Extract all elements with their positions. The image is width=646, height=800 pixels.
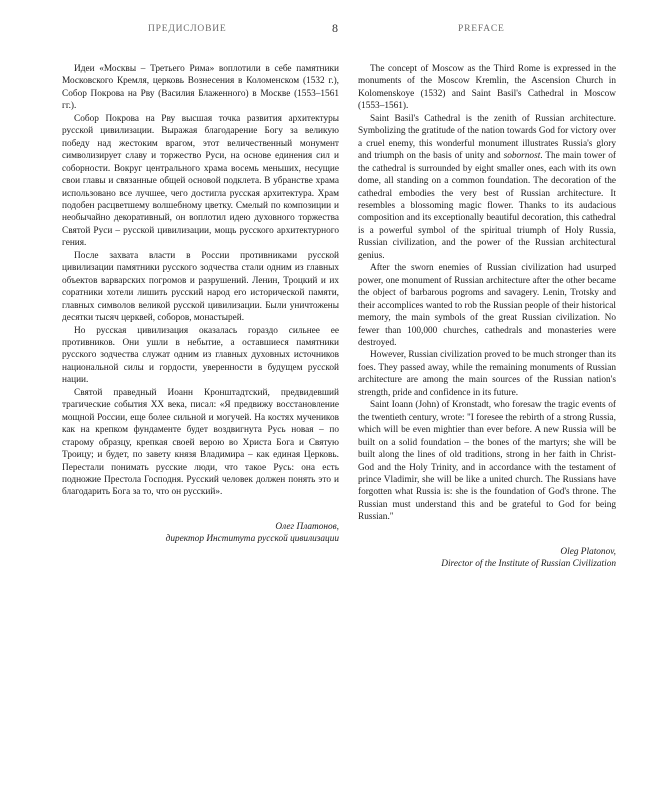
english-paragraph-2-end: . The main tower of the cathedral is surrounded by eight smaller ones, each with its own dome, all standing on a common foundation. The decoration of the cathedral embodies the very best of Russian architecture. It resembles a blossoming magic flower. Thanks to its audacious composition and its exceptionally beautiful decoration, this cathedral is a powerful symbol of the spiritual triumph of Holy Russia, Russian civilization, and the power of the Russian architectural genius. — [358, 151, 616, 261]
russian-signature-name: Олег Платонов, — [275, 521, 339, 532]
russian-paragraph-1: Идеи «Москвы – Третьего Рима» воплотили в себе памятники Московского Кремля, церковь Вознесения в Коломенском (1532 г.), Собор Покрова на Рву (Василия Блаженного) в Москве (1553–1561 гг.). — [62, 64, 339, 112]
running-header-left: ПРЕДИСЛОВИЕ — [148, 24, 227, 34]
english-paragraph-5: Saint Ioann (John) of Kronstadt, who foresaw the tragic events of the twentieth century, wrote: "I foresee the rebirth of a strong Russia, which will be even mightier than ever before. A new Russia will be built on a solid foundation – the bones of the martyrs; she will be built along the lines of old traditions, strong in her faith in Christ-God and the Holy Trinity, and in accordance with the testament of prince Vladimir, she will be like a united church. The Russians have forgotten what Russia is: she is the foundation of God's throne. The Russian must understand this and be grateful to God for being Russian." — [358, 400, 616, 523]
russian-paragraph-2: Собор Покрова на Рву высшая точка развития архитектуры русской цивилизации. Выражая благодарение Богу за великую победу над жестоким врагом, этот величественный монумент символизирует славу и торжество Руси, на основе единения сил и соборности. Вокруг центрального храма восемь меньших, несущие свои главы и связанные общей основой подклета. В убранстве храма использовано все лучшее, чего достигла русская архитектура. Храм подобен расцветшему волшебному цветку. Смелый по композиции и необычайно декоративный, он воплотил идею духовного торжества Святой Руси – русской цивилизации, мощь русского архитектурного гения. — [62, 113, 339, 249]
russian-signature — [62, 521, 339, 546]
english-signature-title: Director of the Institute of Russian Civilization — [441, 559, 616, 570]
russian-paragraph-5: Святой праведный Иоанн Кронштадтский, предвидевший трагические события XX века, писал: «Я предвижу восстановление мощной России, еще более сильной и могучей. На костях мучеников как на крепком фундаменте будет воздвигнута Русь новая – по старому образцу, крепкая своей верою во Христа Бога и Святую Троицу; и будет, по завету князя Владимира – как единая Церковь. Перестали понимать русские люди, что такое Русь: она есть подножие Престола Господня. Русский человек должен понять это и благодарить Бога за то, что он русский». — [62, 387, 339, 498]
russian-paragraph-3: После захвата власти в России противниками русской цивилизации памятники русского зодчества стали одним из главных объектов варварских погромов и разрушений. Ленин, Троцкий и их соратники хотели лишить русский народ его исторической памяти, главных символов великой русской цивилизации. Были уничтожены десятки тысяч церквей, соборов, монастырей. — [62, 250, 339, 324]
english-column — [358, 63, 616, 571]
sobornost-term: sobornost — [503, 151, 541, 162]
english-paragraph-2 — [358, 113, 616, 262]
english-signature — [358, 546, 616, 571]
english-signature-name: Oleg Platonov, — [560, 546, 616, 557]
english-paragraph-3: After the sworn enemies of Russian civilization had usurped power, one monument of Russian architecture after the other became the object of barbarous pogroms and savagery. Lenin, Trotsky and their accomplices wanted to rob the Russian people of their historical memory, the main symbols of the great Russian civilization. No fewer than 100,000 churches, cathedrals and monasteries were destroyed. — [358, 263, 616, 348]
running-header-right: PREFACE — [458, 24, 505, 34]
russian-column — [62, 63, 339, 546]
english-paragraph-2-start: Saint Basil's Cathedral is the zenith of Russian architecture. Symbolizing the gratitude of the nation towards God for victory over a cruel enemy, this wonderful monument illustrates Russia's glory and triumph on the basis of unity and — [358, 113, 616, 162]
english-paragraph-1: The concept of Moscow as the Third Rome is expressed in the monuments of the Moscow Kremlin, the Ascension Church in Kolomenskoye (1532) and Saint Basil's Cathedral in Moscow (1553–1561). — [358, 64, 616, 112]
page-number: 8 — [332, 21, 338, 35]
russian-paragraph-4: Но русская цивилизация оказалась гораздо сильнее ее противников. Они ушли в небытие, а оставшиеся памятники русского зодчества служат одним из главных духовных источников национальной силы и гордости, уверенности в будущем русской нации. — [62, 325, 339, 386]
russian-signature-title: директор Института русской цивилизации — [165, 534, 339, 545]
english-paragraph-4: However, Russian civilization proved to be much stronger than its foes. They passed away, while the remaining monuments of Russian architecture are among the main sources of the Russian nation's strength, pride and confidence in its future. — [358, 350, 616, 398]
